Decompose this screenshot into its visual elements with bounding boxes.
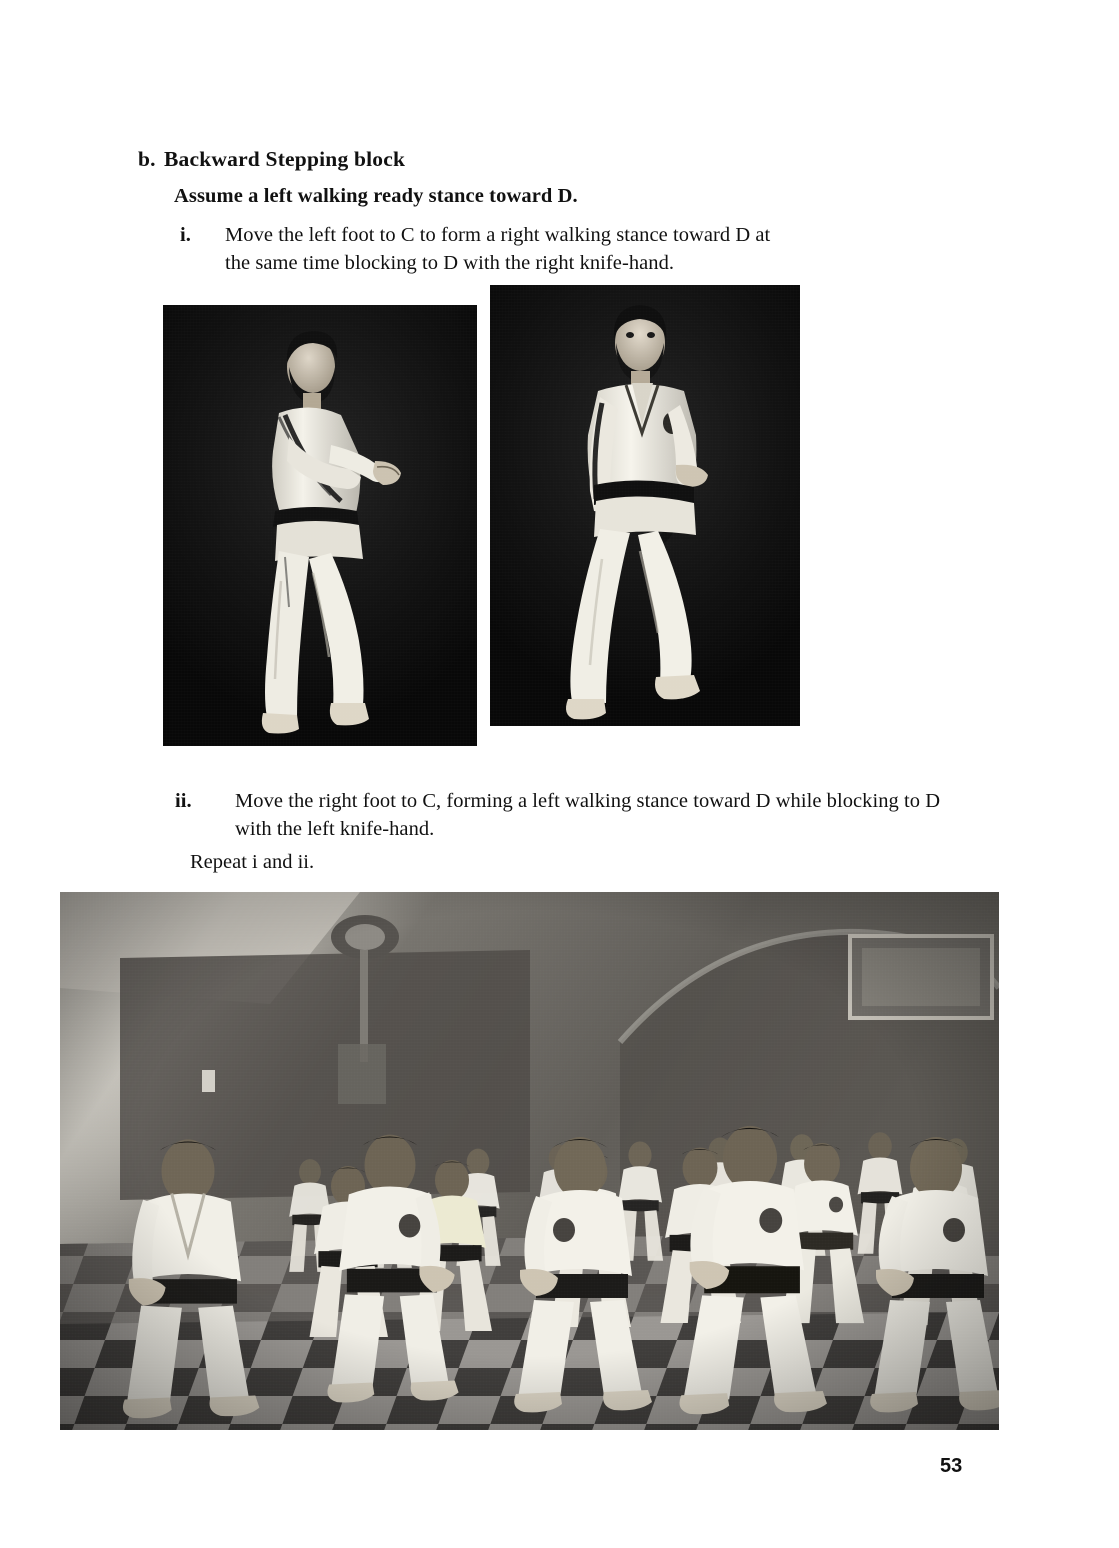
page-number: 53 <box>940 1455 963 1477</box>
class-group-illustration <box>60 892 999 1430</box>
step-ii-line1: Move the right foot to C, forming a left walking stance toward D <box>235 790 771 812</box>
step-i-line2: the same time blocking to D with the right knife-hand. <box>225 252 675 274</box>
step-ii <box>175 787 945 843</box>
step-i-number: i. <box>180 224 191 246</box>
instructor-front-view-illustration <box>490 285 800 726</box>
assume-stance-line: Assume a left walking ready stance toward D. <box>174 185 578 207</box>
step-ii-text <box>235 787 945 843</box>
step-i <box>180 221 950 277</box>
repeat-note: Repeat i and ii. <box>190 851 315 873</box>
section-heading <box>138 147 405 172</box>
step-i-line1: Move the left foot to C to form a right walking stance toward D at <box>225 224 771 246</box>
step-ii-line2: while blocking to D with the left knife-hand. <box>235 790 941 840</box>
instructor-side-view-illustration <box>163 305 477 746</box>
step-i-text <box>225 221 950 277</box>
section-heading-text: Backward Stepping block <box>164 147 406 171</box>
figure-step-i-right <box>490 285 800 726</box>
figure-class-group <box>60 892 999 1430</box>
figure-step-i-left <box>163 305 477 746</box>
section-marker: b. <box>138 147 156 171</box>
step-ii-number: ii. <box>175 790 192 812</box>
